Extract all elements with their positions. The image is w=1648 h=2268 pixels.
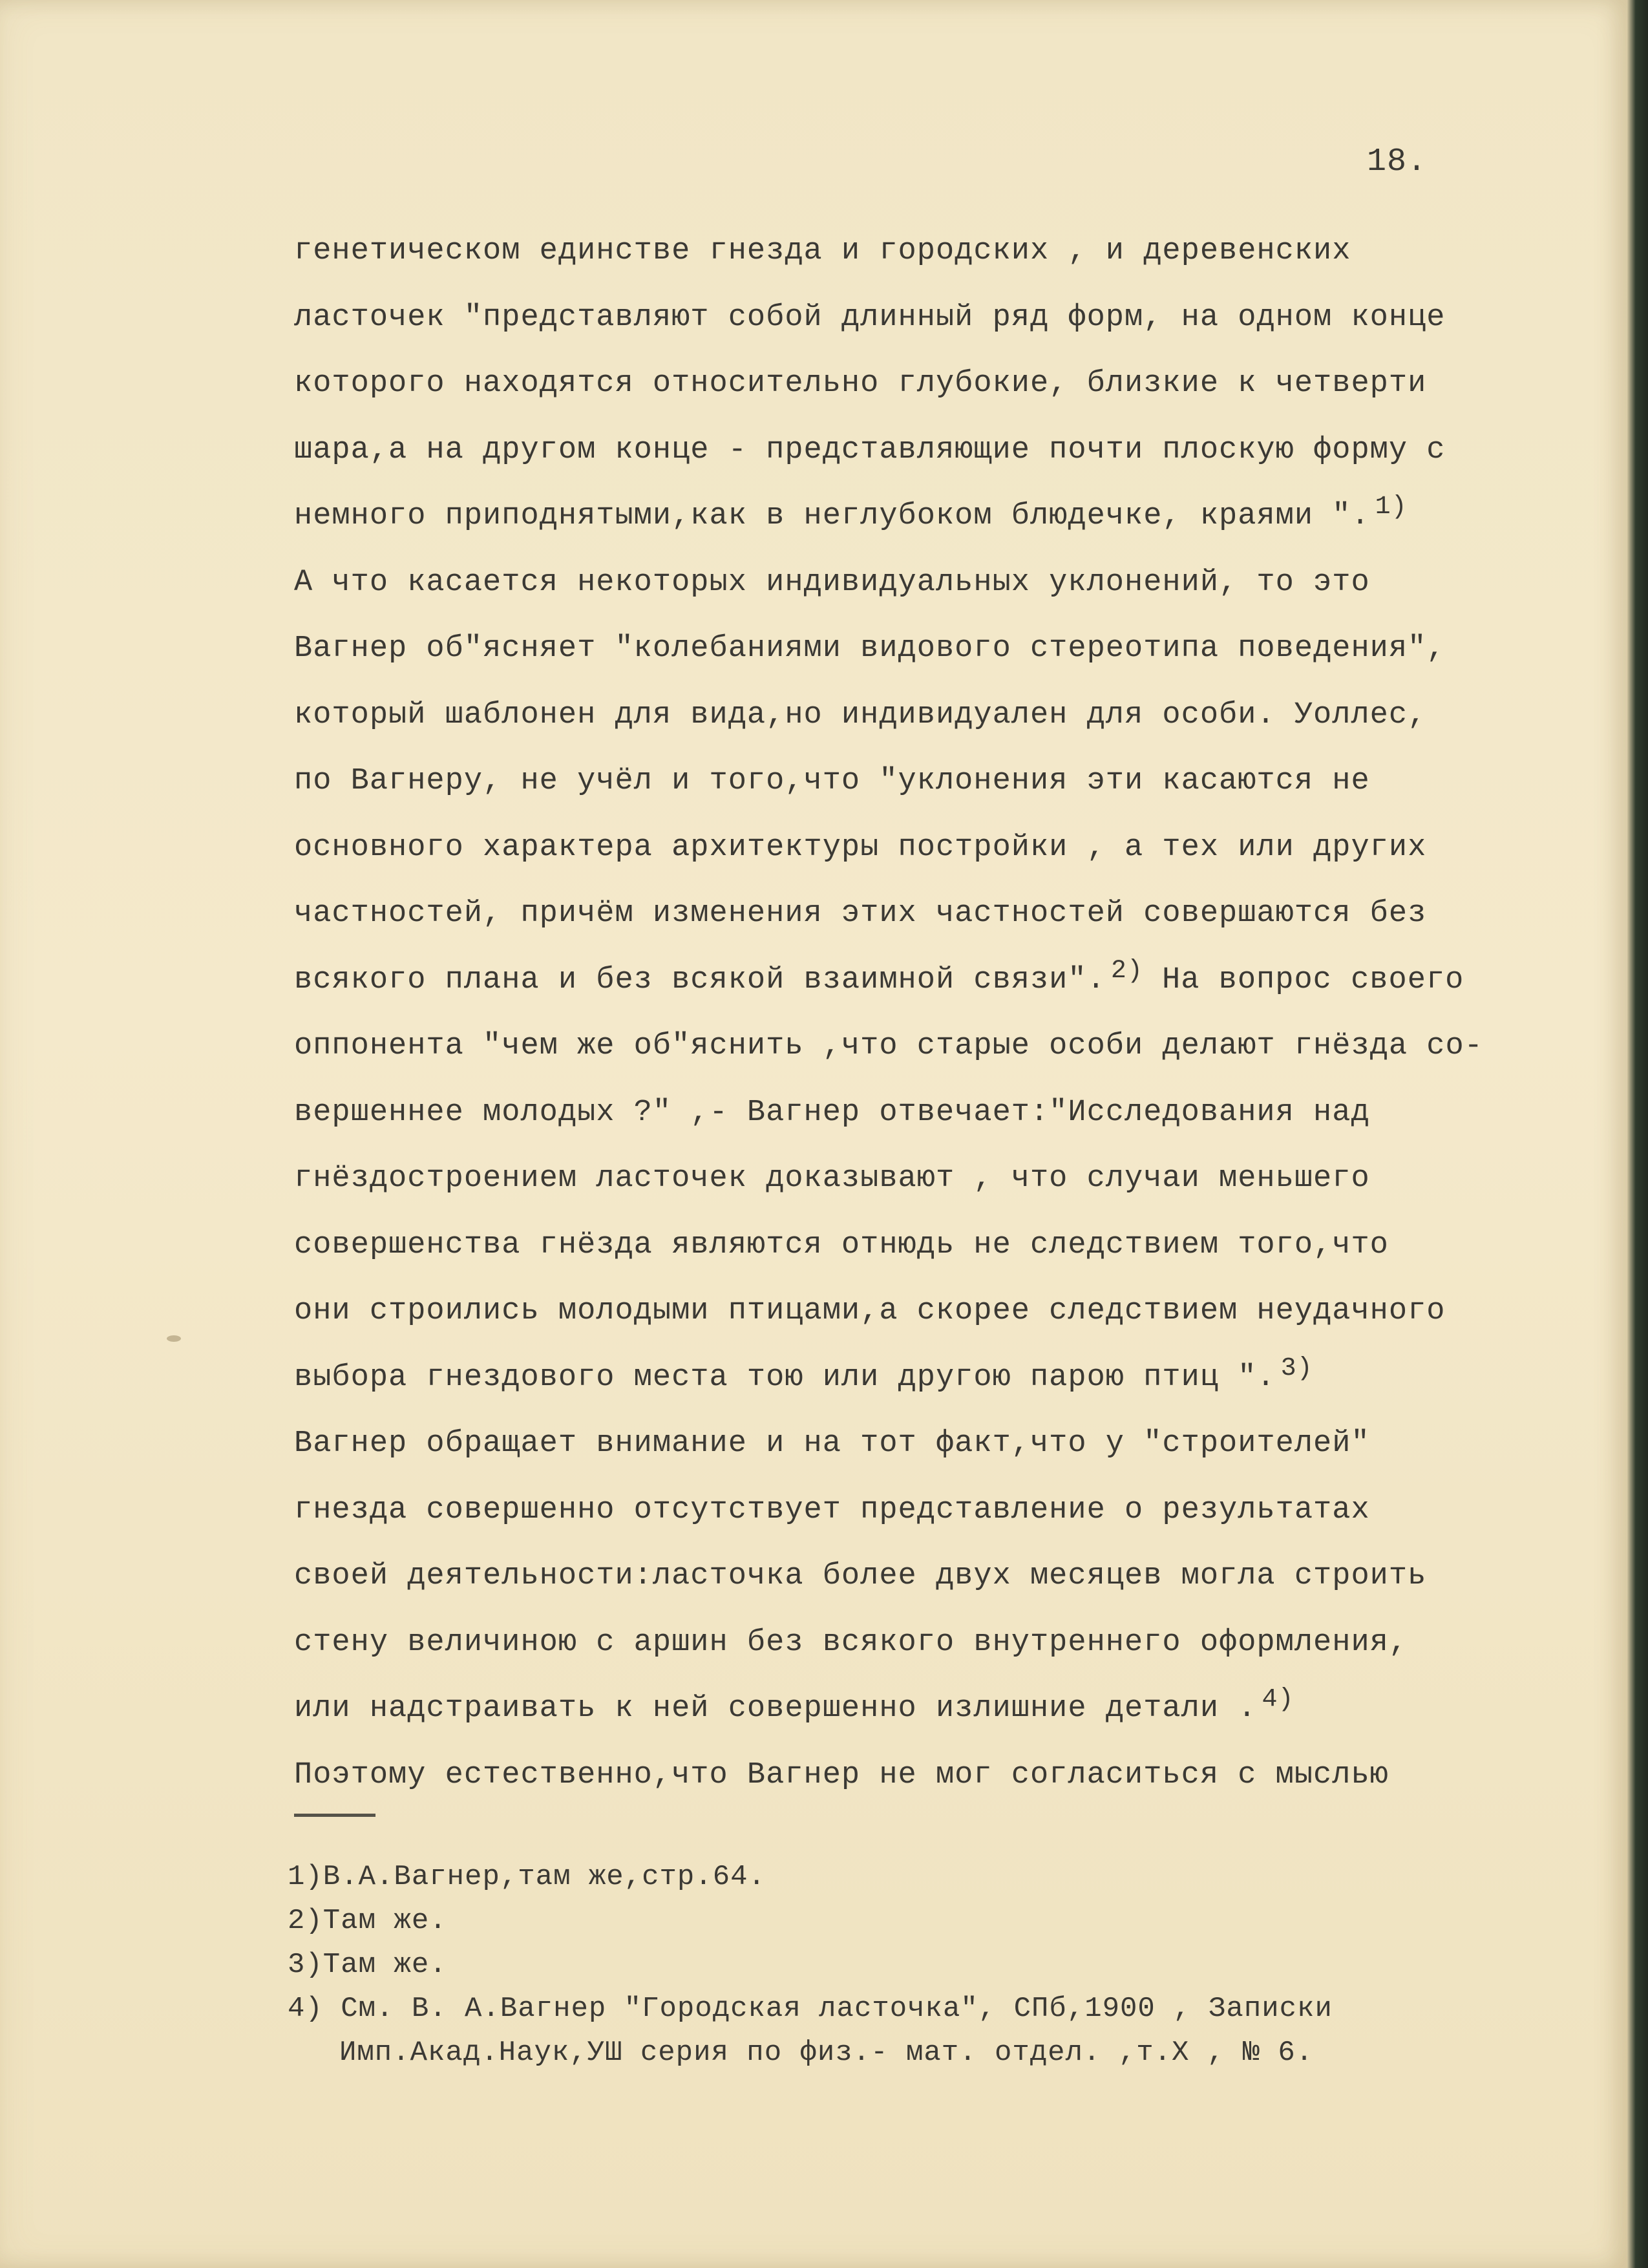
footnotes — [288, 1855, 1606, 2075]
text-line — [294, 218, 1600, 285]
text-line — [294, 1013, 1600, 1080]
line-text: немного приподнятыми,как в неглубоком блюдечке, краями ". — [294, 499, 1370, 533]
line-text: или надстраивать к ней совершенно излишние детали . — [294, 1691, 1257, 1726]
text-line — [294, 1478, 1600, 1544]
line-text: своей деятельности:ласточка более двух месяцев могла строить — [294, 1559, 1427, 1593]
footnote: Имп.Акад.Наук,УШ серия по физ.- мат. отдел. ,т.Х , № 6. — [339, 2037, 1314, 2069]
text-line — [294, 815, 1600, 882]
text-line — [294, 483, 1600, 550]
line-text: которого находятся относительно глубокие, близкие к четверти — [294, 366, 1427, 401]
line-text: они строились молодыми птицами,а скорее следствием неудачного — [294, 1294, 1446, 1328]
text-line — [294, 881, 1600, 948]
footnote-reference: 3) — [1280, 1353, 1313, 1383]
text-line — [294, 948, 1600, 1014]
paper-stain — [167, 1335, 181, 1342]
line-text: оппонента "чем же об"яснить ,что старые особи делают гнёзда со- — [294, 1029, 1483, 1063]
text-line — [294, 1278, 1600, 1345]
text-line — [294, 1610, 1600, 1677]
line-text-continued: На вопрос своего — [1143, 962, 1464, 997]
line-text: ласточек "представляют собой длинный ряд форм, на одном конце — [294, 300, 1446, 335]
line-text: частностей, причём изменения этих частностей совершаются без — [294, 896, 1427, 931]
line-text: Вагнер об"ясняет "колебаниями видового стереотипа поведения", — [294, 631, 1446, 666]
line-text: гнезда совершенно отсутствует представление о результатах — [294, 1492, 1370, 1527]
footnote-reference: 1) — [1375, 493, 1408, 522]
line-text: по Вагнеру, не учёл и того,что "уклонения эти касаются не — [294, 764, 1370, 798]
text-line — [294, 616, 1600, 683]
line-text: основного характера архитектуры постройки , а тех или других — [294, 830, 1427, 865]
footnote: 4) См. В. А.Вагнер "Городская ласточка", СПб,1900 , Записки — [288, 1993, 1333, 2025]
text-line — [294, 1411, 1600, 1478]
text-line — [294, 1080, 1600, 1147]
line-text: выбора гнездового места тою или другою парою птиц ". — [294, 1360, 1276, 1395]
footnote-reference: 2) — [1110, 956, 1143, 986]
text-line — [294, 683, 1600, 749]
text-line — [294, 550, 1600, 617]
footnote: 2)Там же. — [288, 1905, 447, 1937]
footnote: 3)Там же. — [288, 1949, 447, 1981]
line-text: совершенства гнёзда являются отнюдь не следствием того,что — [294, 1227, 1389, 1262]
footnote: 1)В.А.Вагнер,там же,стр.64. — [288, 1861, 766, 1893]
text-line — [294, 1543, 1600, 1610]
scan-edge — [1627, 0, 1648, 2268]
text-line — [294, 748, 1600, 815]
line-text: генетическом единстве гнезда и городских , и деревенских — [294, 234, 1351, 268]
footnote-separator — [294, 1814, 375, 1817]
text-line — [294, 1743, 1600, 1809]
line-text: гнёздостроением ласточек доказывают , что случаи меньшего — [294, 1161, 1370, 1196]
line-text: вершеннее молодых ?" ,- Вагнер отвечает:"Исследования над — [294, 1095, 1370, 1130]
footnote-reference: 4) — [1262, 1685, 1294, 1714]
text-line — [294, 418, 1600, 484]
line-text: Поэтому естественно,что Вагнер не мог согласиться с мыслью — [294, 1757, 1389, 1792]
text-line — [294, 1345, 1600, 1412]
text-line — [294, 1676, 1600, 1743]
text-line — [294, 1146, 1600, 1213]
line-text: Вагнер обращает внимание и на тот факт,что у "строителей" — [294, 1426, 1370, 1461]
line-text: который шаблонен для вида,но индивидуален для особи. Уоллес, — [294, 697, 1427, 732]
line-text: всякого плана и без всякой взаимной связи". — [294, 962, 1106, 997]
line-text: стену величиною с аршин без всякого внутреннего оформления, — [294, 1625, 1408, 1660]
body-text — [294, 218, 1600, 1808]
text-line — [294, 351, 1600, 418]
line-text: А что касается некоторых индивидуальных уклонений, то это — [294, 565, 1370, 600]
line-text: шара,а на другом конце - представляющие почти плоскую форму с — [294, 432, 1446, 467]
page-number: 18. — [1367, 143, 1428, 180]
text-line — [294, 1213, 1600, 1279]
text-line — [294, 285, 1600, 352]
